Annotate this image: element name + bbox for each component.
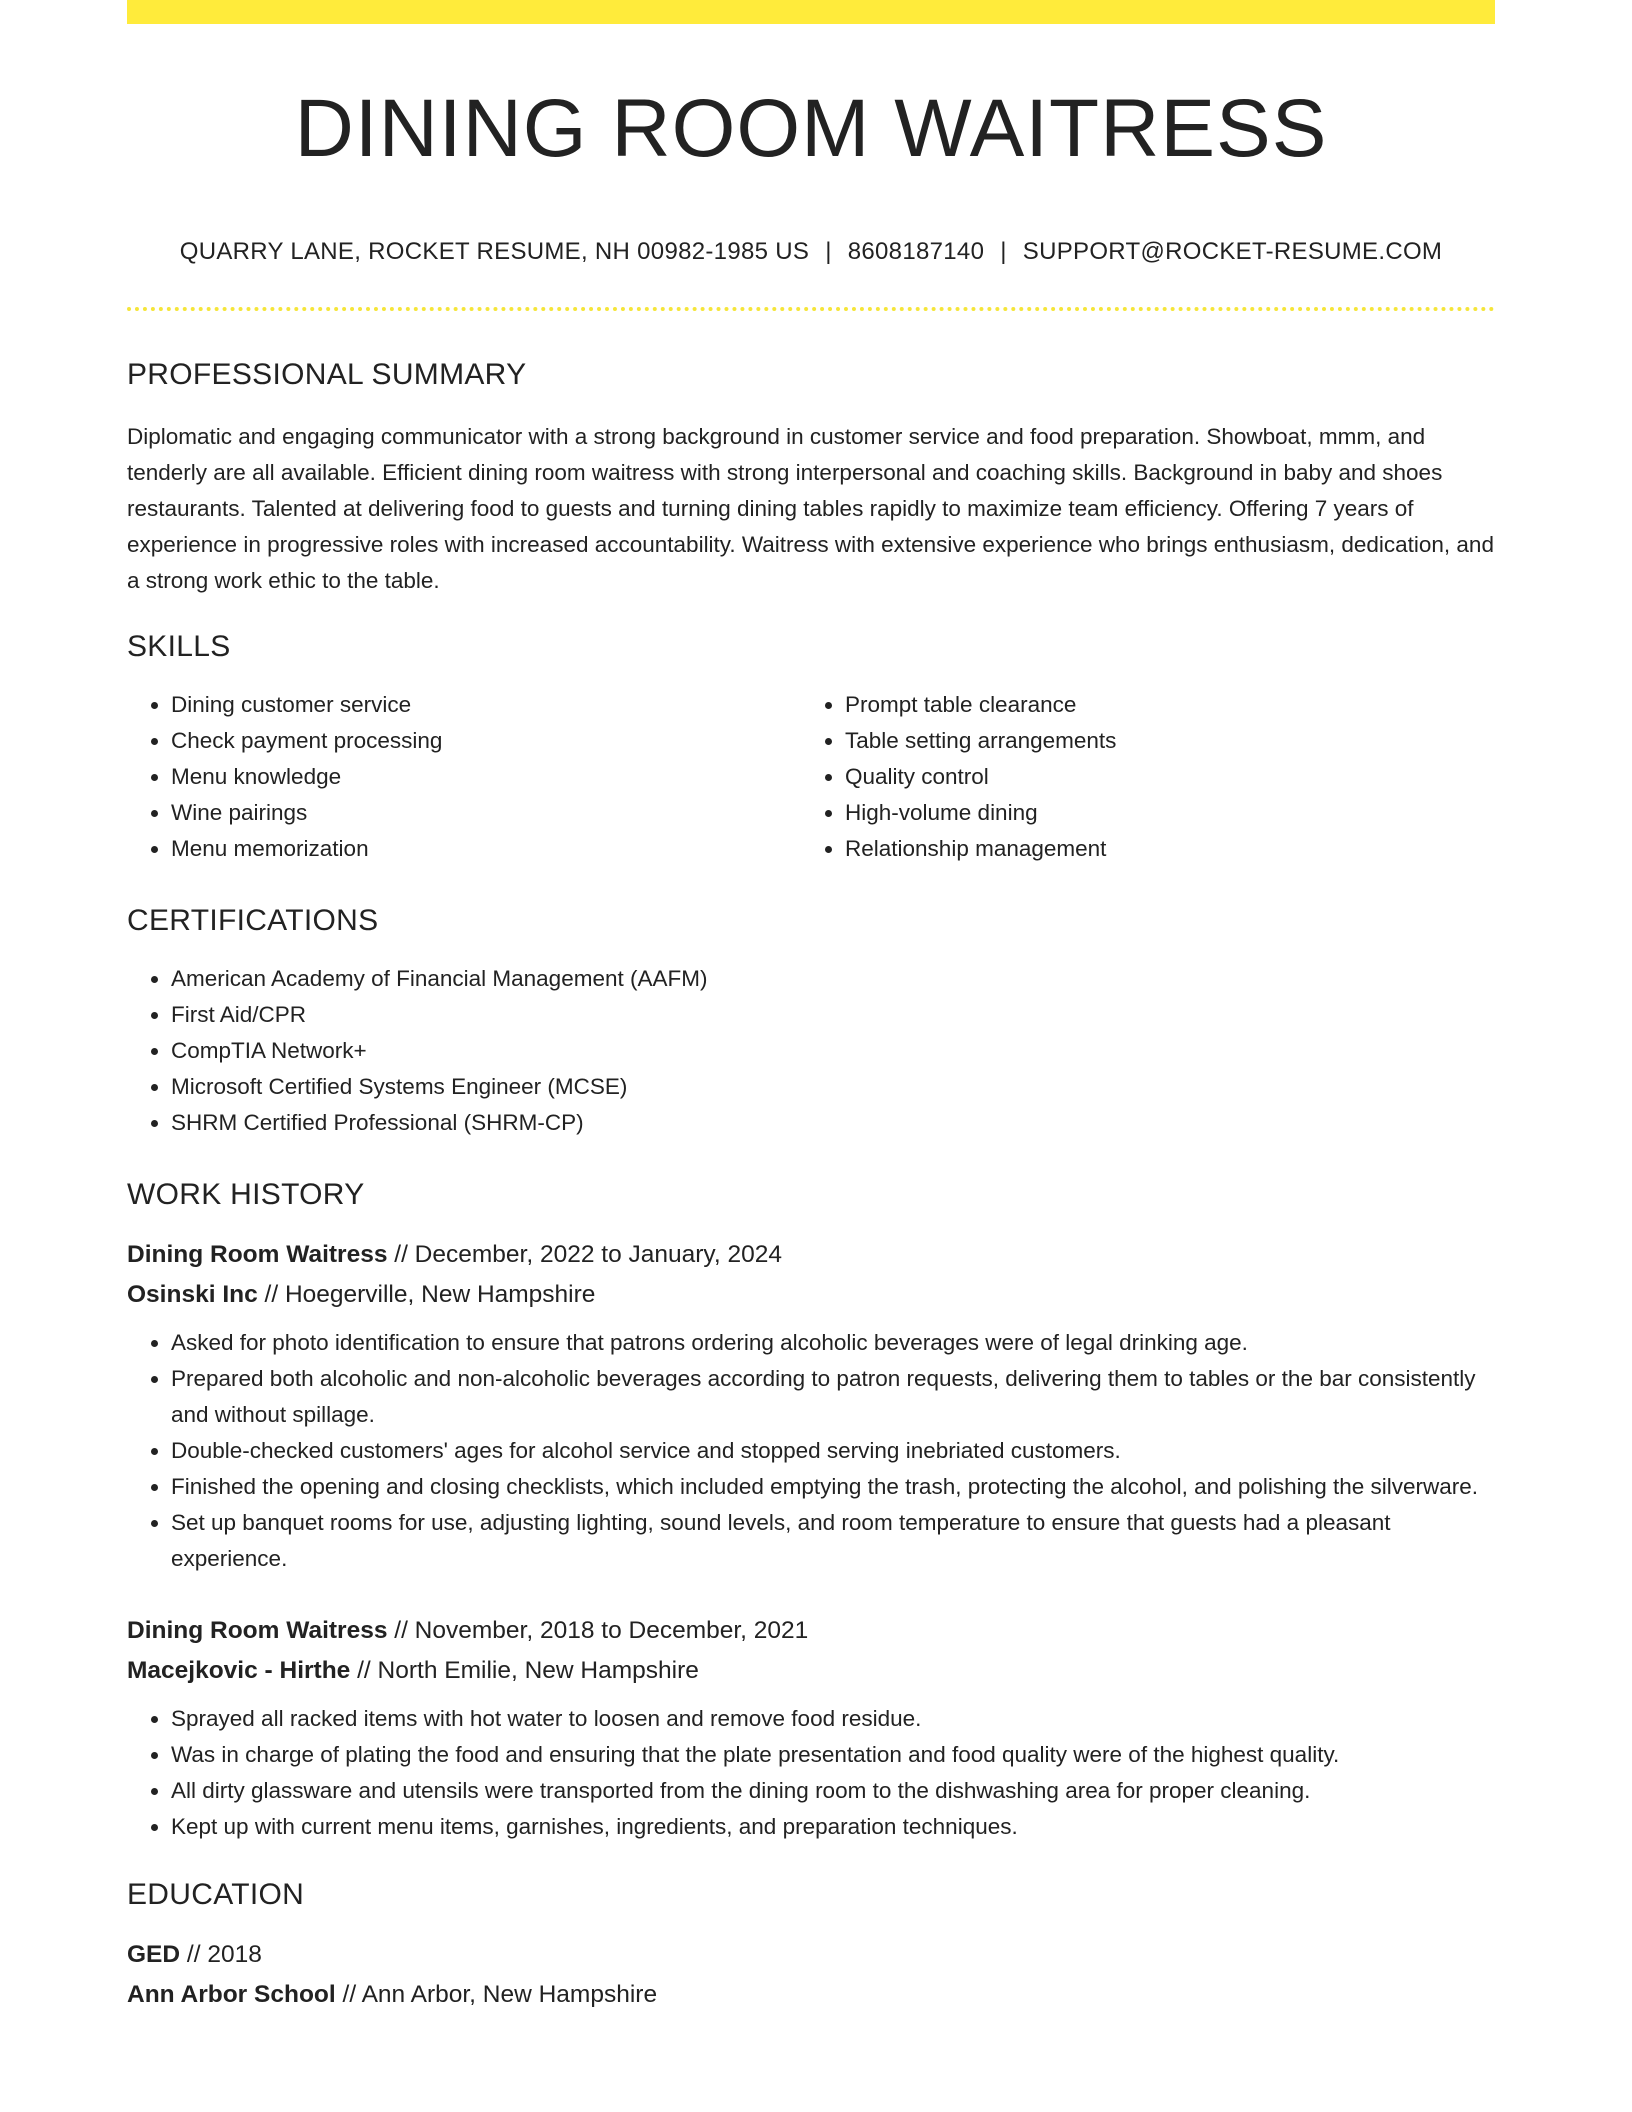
skill-item: • Wine pairings (171, 795, 801, 831)
job-duties-list (127, 1325, 1495, 1577)
job-role: Dining Room Waitress (127, 1616, 388, 1644)
job-location: // Hoegerville, New Hampshire (257, 1280, 596, 1308)
dotted-divider (127, 307, 1495, 311)
education-location: // Ann Arbor, New Hampshire (335, 1980, 658, 2008)
job-duty: • Asked for photo identification to ensure that patrons ordering alcoholic beverages were of legal drinking age. (171, 1325, 1495, 1361)
job-duties-list (127, 1701, 1495, 1845)
job-location: // North Emilie, New Hampshire (350, 1656, 699, 1684)
education-degree: GED (127, 1940, 181, 1968)
skills-column-left (127, 687, 801, 867)
job-duty: • Kept up with current menu items, garnishes, ingredients, and preparation techniques. (171, 1809, 1495, 1845)
job-duty: • Finished the opening and closing checklists, which included emptying the trash, protecting the alcohol, and polishing the silverware. (171, 1469, 1495, 1505)
certifications-list (127, 961, 1495, 1141)
skill-item: • Quality control (845, 759, 1495, 795)
contact-line (127, 238, 1495, 267)
education-year: // 2018 (180, 1940, 262, 1968)
skills-column-right (801, 687, 1495, 867)
job-title-line (127, 1235, 1495, 1275)
education-heading: EDUCATION (127, 1877, 305, 1911)
resume-page (127, 0, 1495, 2015)
contact-email: SUPPORT@ROCKET-RESUME.COM (1022, 238, 1443, 266)
resume-name: DINING ROOM WAITRESS (294, 83, 1328, 174)
skill-item: • Menu knowledge (171, 759, 801, 795)
job-duty: • Was in charge of plating the food and ensuring that the plate presentation and food quality were of the highest quality. (171, 1737, 1495, 1773)
skill-item: • Dining customer service (171, 687, 801, 723)
education-degree-line (127, 1935, 1495, 1975)
certifications-heading: CERTIFICATIONS (127, 903, 379, 937)
job-company: Osinski Inc (127, 1280, 258, 1308)
education-school-line (127, 1975, 1495, 2015)
job-duty: • Set up banquet rooms for use, adjusting lighting, sound levels, and room temperature to ensure that guests had a pleasant experience. (171, 1505, 1495, 1577)
job-role: Dining Room Waitress (127, 1240, 388, 1268)
certification-item: • CompTIA Network+ (171, 1033, 1495, 1069)
summary-text: Diplomatic and engaging communicator with a strong background in customer service and food preparation. Showboat, mmm, and tenderly are all available. Efficient dining room waitress with strong interpersonal and coaching skills. Background in baby and shoes restaurants. Talented at delivering food to guests and turning dining tables rapidly to maximize team efficiency. Offering 7 years of experience in progressive roles with increased accountability. Waitress with extensive experience who brings enthusiasm, dedication, and a strong work ethic to the table. (127, 423, 1494, 593)
skills-list (127, 687, 1495, 867)
job-duty: • Double-checked customers' ages for alcohol service and stopped serving inebriated customers. (171, 1433, 1495, 1469)
work-history-heading: WORK HISTORY (127, 1177, 365, 1211)
contact-separator: | (1000, 238, 1007, 266)
job-duty: • Prepared both alcoholic and non-alcoholic beverages according to patron requests, delivering them to tables or the bar consistently and without spillage. (171, 1361, 1495, 1433)
education-school: Ann Arbor School (127, 1980, 336, 2008)
skill-item: • Prompt table clearance (845, 687, 1495, 723)
job-duty: • All dirty glassware and utensils were transported from the dining room to the dishwashing area for proper cleaning. (171, 1773, 1495, 1809)
contact-separator: | (825, 238, 832, 266)
certification-item: • First Aid/CPR (171, 997, 1495, 1033)
accent-top-bar (127, 0, 1495, 24)
job-dates: // December, 2022 to January, 2024 (387, 1240, 782, 1268)
job-duty: • Sprayed all racked items with hot water to loosen and remove food residue. (171, 1701, 1495, 1737)
contact-address: QUARRY LANE, ROCKET RESUME, NH 00982-1985 US (179, 238, 810, 266)
certification-item: • Microsoft Certified Systems Engineer (MCSE) (171, 1069, 1495, 1105)
job-title-line (127, 1611, 1495, 1651)
job-company-line (127, 1651, 1495, 1691)
job-company: Macejkovic - Hirthe (127, 1656, 351, 1684)
skill-item: • Check payment processing (171, 723, 801, 759)
skill-item: • Relationship management (845, 831, 1495, 867)
skills-heading: SKILLS (127, 629, 231, 663)
skill-item: • Table setting arrangements (845, 723, 1495, 759)
job-dates: // November, 2018 to December, 2021 (387, 1616, 809, 1644)
skill-item: • High-volume dining (845, 795, 1495, 831)
job-company-line (127, 1275, 1495, 1315)
summary-heading: PROFESSIONAL SUMMARY (127, 357, 527, 391)
contact-phone: 8608187140 (847, 238, 985, 266)
certification-item: • SHRM Certified Professional (SHRM-CP) (171, 1105, 1495, 1141)
certification-item: • American Academy of Financial Management (AAFM) (171, 961, 1495, 997)
skill-item: • Menu memorization (171, 831, 801, 867)
